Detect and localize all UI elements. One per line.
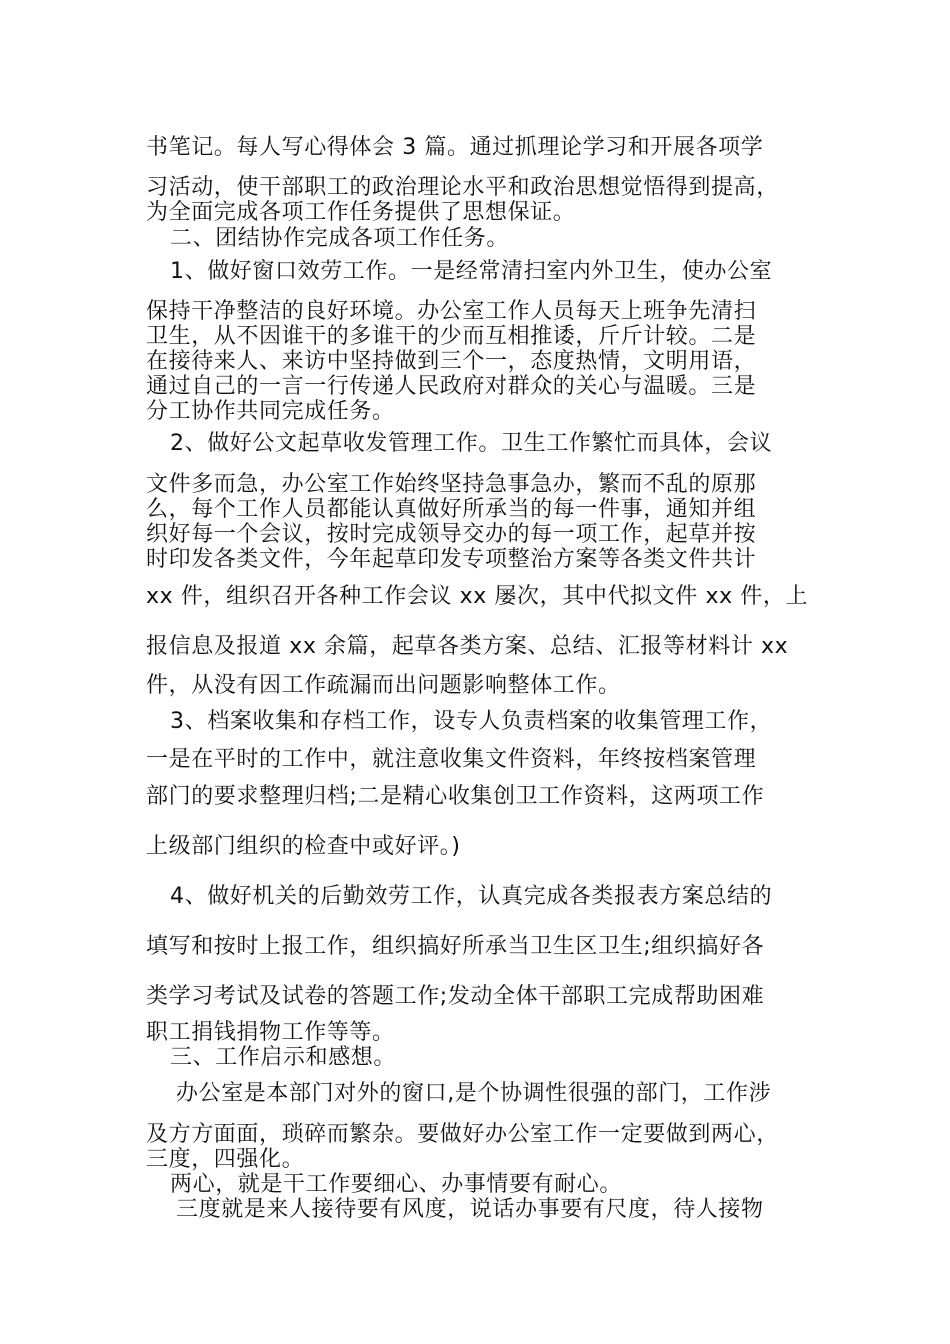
section-heading-3: 三、工作启示和感想。 [170,1045,397,1070]
body-line: 书笔记。每人写心得体会 3 篇。通过抓理论学习和开展各项学 [146,135,764,160]
body-line: 文件多而急，办公室工作始终坚持急事急办，繁而不乱的原那 [146,472,757,497]
body-line: 填写和按时上报工作，组织搞好所承当卫生区卫生;组织搞好各 [146,934,765,959]
body-line: 报信息及报道 xx 余篇，起草各类方案、总结、汇报等材料计 xx [146,634,789,659]
body-line: 为全面完成各项工作任务提供了思想保证。 [146,200,576,225]
body-line: 类学习考试及试卷的答题工作;发动全体干部职工完成帮助困难 [146,984,765,1009]
body-line: 一是在平时的工作中，就注意收集文件资料，年终按档案管理 [146,747,757,772]
body-line: 三度，四强化。 [146,1147,305,1172]
body-line: 两心，就是干工作要细心、办事情要有耐心。 [170,1172,623,1197]
body-line: 时印发各类文件，今年起草印发专项整治方案等各类文件共计 [146,547,757,572]
body-line: 保持干净整洁的良好环境。办公室工作人员每天上班争先清扫 [146,299,757,324]
body-line: 三度就是来人接待要有风度，说话办事要有尺度，待人接物 [176,1197,764,1222]
body-line: 在接待来人、来访中坚持做到三个一，态度热情，文明用语， [146,349,757,374]
body-line: xx 件，组织召开各种工作会议 xx 屡次，其中代拟文件 xx 件，上 [146,584,809,609]
item-heading-4: 4、做好机关的后勤效劳工作，认真完成各类报表方案总结的 [170,884,773,909]
body-line: 卫生，从不因谁干的多谁干的少而互相推诿，斤斤计较。二是 [146,324,757,349]
body-line: 习活动，使干部职工的政治理论水平和政治思想觉悟得到提高， [146,175,779,200]
body-line: 上级部门组织的检查中或好评。) [146,834,461,859]
body-line: 件，从没有因工作疏漏而出问题影响整体工作。 [146,673,621,698]
section-heading-2: 二、团结协作完成各项工作任务。 [170,226,510,251]
item-heading-2: 2、做好公文起草收发管理工作。卫生工作繁忙而具体，会议 [170,431,773,456]
body-line: 通过自己的一言一行传递人民政府对群众的关心与温暖。三是 [146,374,757,399]
item-heading-3: 3、档案收集和存档工作，设专人负责档案的收集管理工作， [170,709,773,734]
body-line: 么，每个工作人员都能认真做好所承当的每一件事，通知并组 [146,497,757,522]
body-line: 分工协作共同完成任务。 [146,399,395,424]
item-heading-1: 1、做好窗口效劳工作。一是经常清扫室内外卫生，使办公室 [170,259,773,284]
body-line: 织好每一个会议，按时完成领导交办的每一项工作，起草并按 [146,522,757,547]
body-line: 办公室是本部门对外的窗口,是个协调性很强的部门，工作涉 [176,1081,772,1106]
body-line: 职工捐钱捐物工作等等。 [146,1020,395,1045]
body-line: 及方方面面，琐碎而繁杂。要做好办公室工作一定要做到两心， [146,1122,779,1147]
body-line: 部门的要求整理归档;二是精心收集创卫工作资料，这两项工作 [146,784,765,809]
